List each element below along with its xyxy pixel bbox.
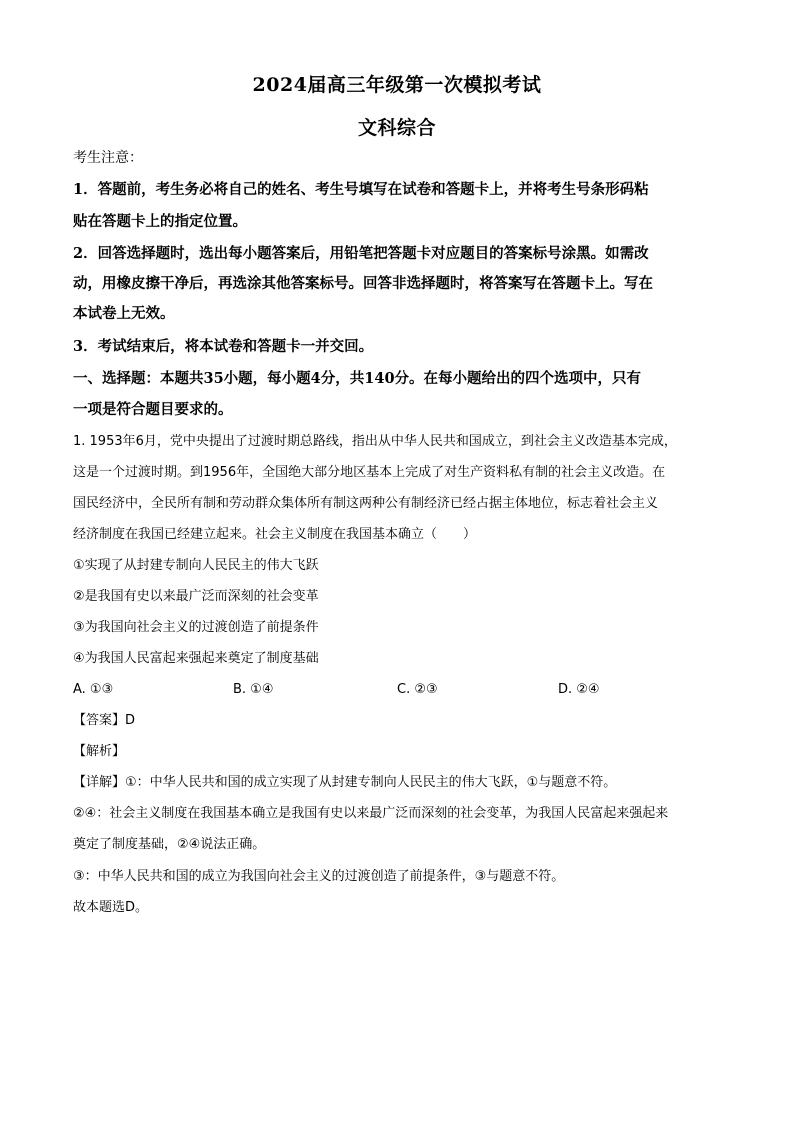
notice-item-2-line-1: 2．回答选择题时，选出每小题答案后，用铅笔把答题卡对应题目的答案标号涂黑。如需改 — [73, 245, 649, 262]
detail-line-1: 【详解】①：中华人民共和国的成立实现了从封建专制向人民民主的伟大飞跃，①与题意不符。 — [73, 775, 617, 790]
detail-line-4: ③：中华人民共和国的成立为我国向社会主义的过渡创造了前提条件，③与题意不符。 — [73, 869, 565, 884]
answer-label: 【答案】D — [73, 713, 136, 728]
question-stem-line-3: 国民经济中，全民所有制和劳动群众集体所有制这两种公有制经济已经占据主体地位，标志着社会主义 — [73, 496, 659, 511]
exam-subject: 文科综合 — [357, 117, 436, 139]
detail-line-2: ②④：社会主义制度在我国基本确立是我国有史以来最广泛而深刻的社会变革，为我国人民富起来强起来 — [73, 806, 669, 821]
exam-title: 2024届高三年级第一次模拟考试 — [252, 74, 542, 96]
statement-2: ②是我国有史以来最广泛而深刻的社会变革 — [73, 589, 319, 604]
question-stem-line-2: 这是一个过渡时期。到1956年，全国绝大部分地区基本上完成了对生产资料私有制的社会主义改造。在 — [73, 465, 666, 480]
notice-item-2-line-3: 本试卷上无效。 — [73, 305, 175, 322]
question-stem-line-4: 经济制度在我国已经建立起来。社会主义制度在我国基本确立（ ） — [73, 527, 477, 542]
statement-4: ④为我国人民富起来强起来奠定了制度基础 — [73, 651, 319, 666]
section-heading-line-1: 一、选择题：本题共35小题，每小题4分，共140分。在每小题给出的四个选项中，只有 — [73, 370, 642, 387]
detail-line-3: 奠定了制度基础，②④说法正确。 — [73, 837, 266, 852]
question-stem-line-1: 1. 1953年6月，党中央提出了过渡时期总路线，指出从中华人民共和国成立，到社会主义改造基本完成， — [73, 434, 677, 449]
option-b: B. ①④ — [233, 682, 274, 697]
notice-item-1-line-2: 贴在答题卡上的指定位置。 — [73, 213, 247, 230]
option-d: D. ②④ — [558, 682, 600, 697]
statement-3: ③为我国向社会主义的过渡创造了前提条件 — [73, 620, 319, 635]
notice-heading: 考生注意： — [73, 150, 143, 166]
option-a: A. ①③ — [73, 682, 114, 697]
section-heading-line-2: 一项是符合题目要求的。 — [73, 401, 233, 418]
notice-item-1-line-1: 1．答题前，考生务必将自己的姓名、考生号填写在试卷和答题卡上，并将考生号条形码粘 — [73, 181, 649, 198]
analysis-heading: 【解析】 — [73, 744, 126, 759]
statement-1: ①实现了从封建专制向人民民主的伟大飞跃 — [73, 558, 319, 573]
notice-item-3: 3．考试结束后，将本试卷和答题卡一并交回。 — [73, 338, 374, 355]
notice-item-2-line-2: 动，用橡皮擦干净后，再选涂其他答案标号。回答非选择题时，将答案写在答题卡上。写在 — [73, 275, 653, 292]
option-c: C. ②③ — [397, 682, 438, 697]
conclusion: 故本题选D。 — [73, 900, 149, 915]
